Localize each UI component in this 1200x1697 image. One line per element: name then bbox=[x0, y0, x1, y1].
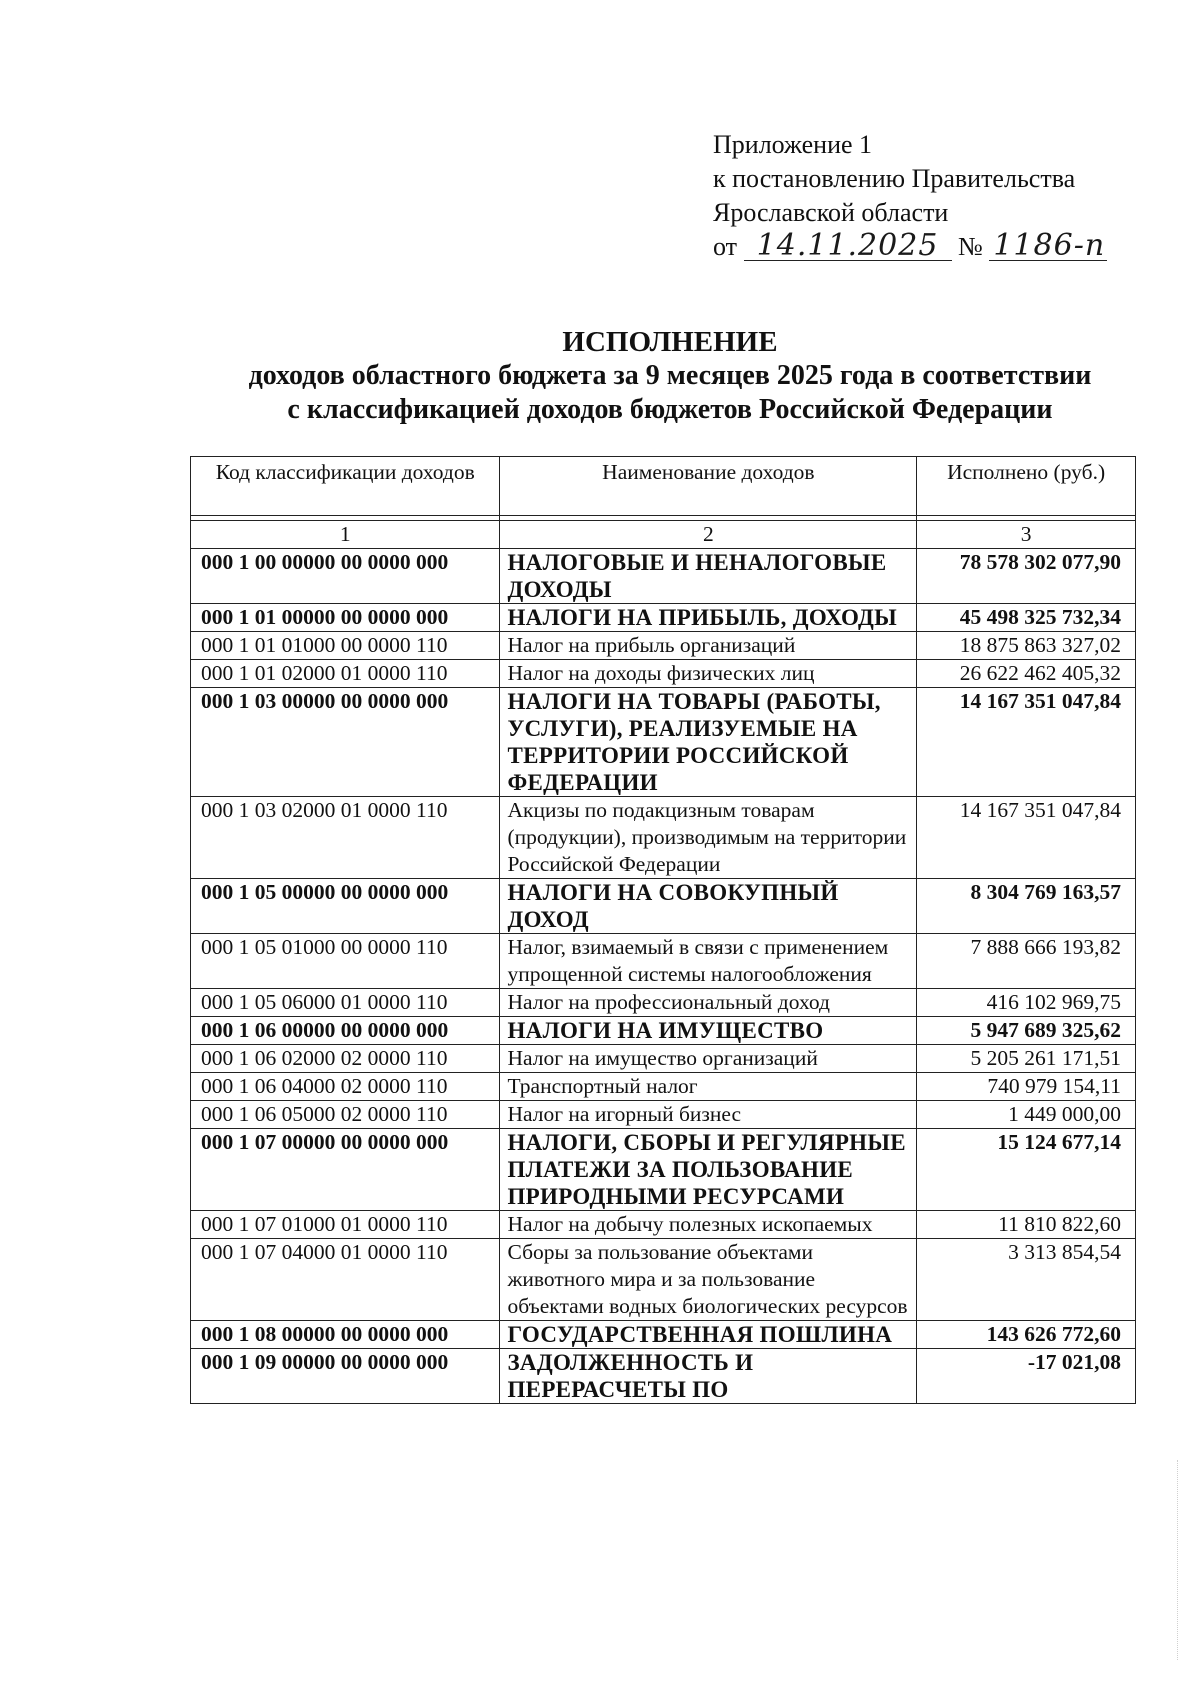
amount-cell: 26 622 462 405,32 bbox=[917, 660, 1136, 688]
document-title bbox=[140, 325, 1200, 427]
table-row bbox=[191, 1211, 1136, 1239]
name-cell: НАЛОГИ НА СОВОКУПНЫЙ ДОХОД bbox=[500, 879, 917, 934]
code-cell: 000 1 08 00000 00 0000 000 bbox=[191, 1321, 500, 1349]
code-cell: 000 1 05 06000 01 0000 110 bbox=[191, 989, 500, 1017]
column-number: 1 bbox=[191, 521, 500, 549]
title-line-2: доходов областного бюджета за 9 месяцев 2025 года в соответствии bbox=[248, 360, 1092, 391]
name-cell: Налог на имущество организаций bbox=[500, 1045, 917, 1073]
table-row bbox=[191, 660, 1136, 688]
date-prefix: от bbox=[713, 232, 738, 261]
number-prefix: № bbox=[958, 232, 983, 261]
name-cell: Акцизы по подакцизным товарам (продукции), производимым на территории Российской Федерации bbox=[500, 797, 917, 879]
amount-cell: 5 947 689 325,62 bbox=[917, 1017, 1136, 1045]
amount-cell: 78 578 302 077,90 bbox=[917, 549, 1136, 604]
code-cell: 000 1 06 04000 02 0000 110 bbox=[191, 1073, 500, 1101]
name-cell: НАЛОГИ НА ТОВАРЫ (РАБОТЫ, УСЛУГИ), РЕАЛИЗУЕМЫЕ НА ТЕРРИТОРИИ РОССИЙСКОЙ ФЕДЕРАЦИИ bbox=[500, 688, 917, 797]
name-cell: НАЛОГИ НА ПРИБЫЛЬ, ДОХОДЫ bbox=[500, 604, 917, 632]
table-row bbox=[191, 604, 1136, 632]
table-row bbox=[191, 1073, 1136, 1101]
table-row bbox=[191, 1017, 1136, 1045]
table-row bbox=[191, 1101, 1136, 1129]
table-row bbox=[191, 879, 1136, 934]
appendix-title: Приложение 1 bbox=[713, 130, 873, 159]
code-cell: 000 1 01 01000 00 0000 110 bbox=[191, 632, 500, 660]
table-row bbox=[191, 797, 1136, 879]
code-cell: 000 1 05 01000 00 0000 110 bbox=[191, 934, 500, 989]
table-row bbox=[191, 989, 1136, 1017]
name-cell: Налог на игорный бизнес bbox=[500, 1101, 917, 1129]
amount-cell: 3 313 854,54 bbox=[917, 1239, 1136, 1321]
amount-cell: 18 875 863 327,02 bbox=[917, 632, 1136, 660]
amount-cell: 11 810 822,60 bbox=[917, 1211, 1136, 1239]
name-cell: Налог на профессиональный доход bbox=[500, 989, 917, 1017]
name-cell: Налог на прибыль организаций bbox=[500, 632, 917, 660]
code-cell: 000 1 06 02000 02 0000 110 bbox=[191, 1045, 500, 1073]
amount-cell: 15 124 677,14 bbox=[917, 1129, 1136, 1211]
column-number-row bbox=[191, 521, 1136, 549]
amount-cell: 14 167 351 047,84 bbox=[917, 688, 1136, 797]
amount-cell: 45 498 325 732,34 bbox=[917, 604, 1136, 632]
appendix-date-line bbox=[713, 230, 1107, 264]
code-cell: 000 1 00 00000 00 0000 000 bbox=[191, 549, 500, 604]
code-cell: 000 1 06 00000 00 0000 000 bbox=[191, 1017, 500, 1045]
amount-cell: 5 205 261 171,51 bbox=[917, 1045, 1136, 1073]
code-cell: 000 1 09 00000 00 0000 000 bbox=[191, 1349, 500, 1404]
table-row bbox=[191, 1349, 1136, 1404]
appendix-block bbox=[713, 128, 1107, 264]
appendix-region: Ярославской области bbox=[713, 198, 949, 227]
table-row bbox=[191, 549, 1136, 604]
handwritten-date: 14.11.2025 bbox=[744, 232, 952, 261]
name-cell: Налог на доходы физических лиц bbox=[500, 660, 917, 688]
title-main: ИСПОЛНЕНИЕ bbox=[562, 326, 778, 358]
amount-cell: 8 304 769 163,57 bbox=[917, 879, 1136, 934]
header-name: Наименование доходов bbox=[500, 457, 917, 516]
code-cell: 000 1 01 00000 00 0000 000 bbox=[191, 604, 500, 632]
name-cell: НАЛОГИ, СБОРЫ И РЕГУЛЯРНЫЕ ПЛАТЕЖИ ЗА ПОЛЬЗОВАНИЕ ПРИРОДНЫМИ РЕСУРСАМИ bbox=[500, 1129, 917, 1211]
name-cell: НАЛОГОВЫЕ И НЕНАЛОГОВЫЕ ДОХОДЫ bbox=[500, 549, 917, 604]
code-cell: 000 1 07 04000 01 0000 110 bbox=[191, 1239, 500, 1321]
scan-edge-mark bbox=[1176, 1460, 1178, 1660]
code-cell: 000 1 07 00000 00 0000 000 bbox=[191, 1129, 500, 1211]
column-number: 2 bbox=[500, 521, 917, 549]
name-cell: ЗАДОЛЖЕННОСТЬ И ПЕРЕРАСЧЕТЫ ПО bbox=[500, 1349, 917, 1404]
amount-cell: 7 888 666 193,82 bbox=[917, 934, 1136, 989]
code-cell: 000 1 07 01000 01 0000 110 bbox=[191, 1211, 500, 1239]
name-cell: НАЛОГИ НА ИМУЩЕСТВО bbox=[500, 1017, 917, 1045]
amount-cell: 14 167 351 047,84 bbox=[917, 797, 1136, 879]
amount-cell: 740 979 154,11 bbox=[917, 1073, 1136, 1101]
title-line-3: с классификацией доходов бюджетов Российской Федерации bbox=[287, 394, 1053, 425]
table-row bbox=[191, 1129, 1136, 1211]
code-cell: 000 1 03 02000 01 0000 110 bbox=[191, 797, 500, 879]
table-row bbox=[191, 1321, 1136, 1349]
name-cell: Сборы за пользование объектами животного мира и за пользование объектами водных биологических ресурсов bbox=[500, 1239, 917, 1321]
table-row bbox=[191, 632, 1136, 660]
table-row bbox=[191, 1239, 1136, 1321]
header-code: Код классификации доходов bbox=[191, 457, 500, 516]
table-row bbox=[191, 688, 1136, 797]
table-row bbox=[191, 934, 1136, 989]
amount-cell: 143 626 772,60 bbox=[917, 1321, 1136, 1349]
code-cell: 000 1 06 05000 02 0000 110 bbox=[191, 1101, 500, 1129]
revenue-table bbox=[190, 456, 1136, 1404]
name-cell: Налог, взимаемый в связи с применением упрощенной системы налогообложения bbox=[500, 934, 917, 989]
code-cell: 000 1 03 00000 00 0000 000 bbox=[191, 688, 500, 797]
name-cell: Налог на добычу полезных ископаемых bbox=[500, 1211, 917, 1239]
appendix-decree: к постановлению Правительства bbox=[713, 164, 1076, 193]
table-row bbox=[191, 1045, 1136, 1073]
handwritten-number: 1186-п bbox=[989, 232, 1107, 261]
code-cell: 000 1 01 02000 01 0000 110 bbox=[191, 660, 500, 688]
amount-cell: -17 021,08 bbox=[917, 1349, 1136, 1404]
header-row bbox=[191, 457, 1136, 516]
name-cell: ГОСУДАРСТВЕННАЯ ПОШЛИНА bbox=[500, 1321, 917, 1349]
column-number: 3 bbox=[917, 521, 1136, 549]
name-cell: Транспортный налог bbox=[500, 1073, 917, 1101]
header-amount: Исполнено (руб.) bbox=[917, 457, 1136, 516]
amount-cell: 1 449 000,00 bbox=[917, 1101, 1136, 1129]
amount-cell: 416 102 969,75 bbox=[917, 989, 1136, 1017]
code-cell: 000 1 05 00000 00 0000 000 bbox=[191, 879, 500, 934]
